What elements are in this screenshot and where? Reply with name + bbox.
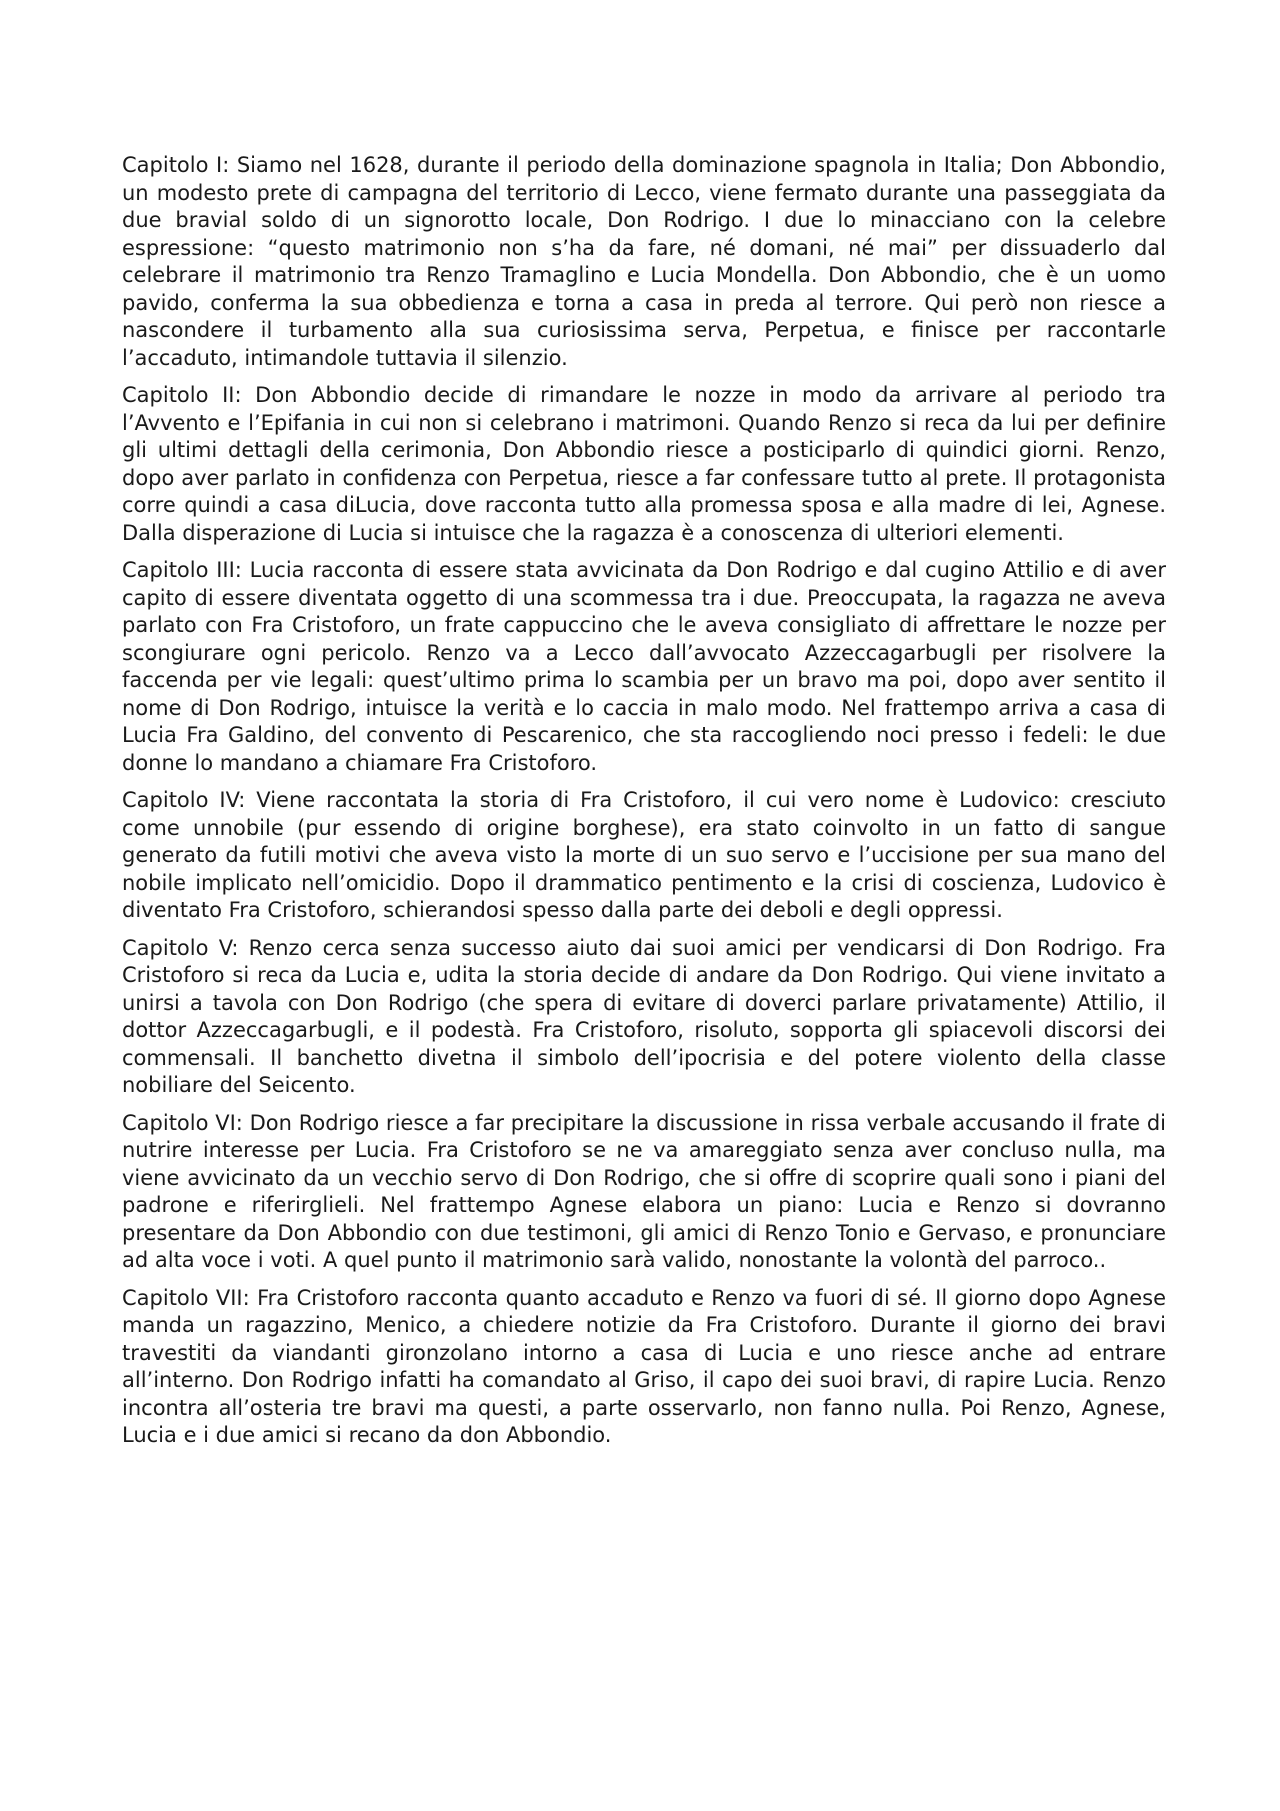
paragraph-capitolo-1: Capitolo I: Siamo nel 1628, durante il periodo della dominazione spagnola in Italia; Don Abbondio, un modesto prete di campagna del territorio di Lecco, viene fermato durante una passeggiata da due bravial soldo di un signorotto locale, Don Rodrigo. I due lo minacciano con la celebre espressione: “questo matrimonio non s’ha da fare, né domani, né mai” per dissuaderlo dal celebrare il matrimonio tra Renzo Tramaglino e Lucia Mondella. Don Abbondio, che è un uomo pavido, conferma la sua obbedienza e torna a casa in preda al terrore. Qui però non riesce a nascondere il turbamento alla sua curiosissima serva, Perpetua, e finisce per raccontarle l’accaduto, intimandole tuttavia il silenzio. xyxy=(122,153,1166,370)
paragraph-capitolo-4: Capitolo IV: Viene raccontata la storia di Fra Cristoforo, il cui vero nome è Ludovico: cresciuto come unnobile (pur essendo di origine borghese), era stato coinvolto in un fatto di sangue generato da futili motivi che aveva visto la morte di un suo servo e l’uccisione per sua mano del nobile implicato nell’omicidio. Dopo il drammatico pentimento e la crisi di coscienza, Ludovico è diventato Fra Cristoforo, schierandosi spesso dalla parte dei deboli e degli oppressi. xyxy=(122,788,1166,922)
paragraph-capitolo-7: Capitolo VII: Fra Cristoforo racconta quanto accaduto e Renzo va fuori di sé. Il giorno dopo Agnese manda un ragazzino, Menico, a chiedere notizie da Fra Cristoforo. Durante il giorno dei bravi travestiti da viandanti gironzolano intorno a casa di Lucia e uno riesce anche ad entrare all’interno. Don Rodrigo infatti ha comandato al Griso, il capo dei suoi bravi, di rapire Lucia. Renzo incontra all’osteria tre bravi ma questi, a parte osservarlo, non fanno nulla. Poi Renzo, Agnese, Lucia e i due amici si recano da don Abbondio. xyxy=(122,1285,1166,1447)
paragraph-capitolo-3: Capitolo III: Lucia racconta di essere stata avvicinata da Don Rodrigo e dal cugino Attilio e di aver capito di essere diventata oggetto di una scommessa tra i due. Preoccupata, la ragazza ne aveva parlato con Fra Cristoforo, un frate cappuccino che le aveva consigliato di affrettare le nozze per scongiurare ogni pericolo. Renzo va a Lecco dall’avvocato Azzeccagarbugli per risolvere la faccenda per vie legali: quest’ultimo prima lo scambia per un bravo ma poi, dopo aver sentito il nome di Don Rodrigo, intuisce la verità e lo caccia in malo modo. Nel frattempo arriva a casa di Lucia Fra Galdino, del convento di Pescarenico, che sta raccogliendo noci presso i fedeli: le due donne lo mandano a chiamare Fra Cristoforo. xyxy=(122,558,1166,775)
paragraph-capitolo-6: Capitolo VI: Don Rodrigo riesce a far precipitare la discussione in rissa verbale accusando il frate di nutrire interesse per Lucia. Fra Cristoforo se ne va amareggiato senza aver concluso nulla, ma viene avvicinato da un vecchio servo di Don Rodrigo, che si offre di scoprire quali sono i piani del padrone e riferirglieli. Nel frattempo Agnese elabora un piano: Lucia e Renzo si dovranno presentare da Don Abbondio con due testimoni, gli amici di Renzo Tonio e Gervaso, e pronunciare ad alta voce i voti. A quel punto il matrimonio sarà valido, nonostante la volontà del parroco.. xyxy=(122,1110,1166,1272)
paragraph-capitolo-2: Capitolo II: Don Abbondio decide di rimandare le nozze in modo da arrivare al periodo tra l’Avvento e l’Epifania in cui non si celebrano i matrimoni. Quando Renzo si reca da lui per definire gli ultimi dettagli della cerimonia, Don Abbondio riesce a posticiparlo di quindici giorni. Renzo, dopo aver parlato in confidenza con Perpetua, riesce a far confessare tutto al prete. Il protagonista corre quindi a casa diLucia, dove racconta tutto alla promessa sposa e alla madre di lei, Agnese. Dalla disperazione di Lucia si intuisce che la ragazza è a conoscenza di ulteriori elementi. xyxy=(122,383,1166,545)
document-body xyxy=(122,152,1166,1460)
paragraph-capitolo-5: Capitolo V: Renzo cerca senza successo aiuto dai suoi amici per vendicarsi di Don Rodrigo. Fra Cristoforo si reca da Lucia e, udita la storia decide di andare da Don Rodrigo. Qui viene invitato a unirsi a tavola con Don Rodrigo (che spera di evitare di doverci parlare privatamente) Attilio, il dottor Azzeccagarbugli, e il podestà. Fra Cristoforo, risoluto, sopporta gli spiacevoli discorsi dei commensali. Il banchetto divetna il simbolo dell’ipocrisia e del potere violento della classe nobiliare del Seicento. xyxy=(122,935,1166,1097)
